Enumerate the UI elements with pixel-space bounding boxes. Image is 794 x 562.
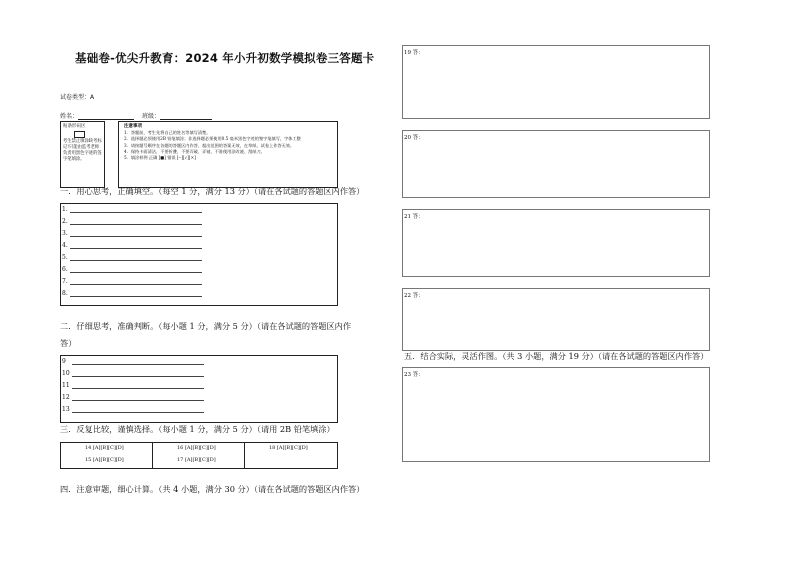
choice-option[interactable]: 18 [A][B][C][D] — [269, 445, 308, 451]
blank-number: 4. — [62, 242, 68, 249]
answer-line[interactable] — [72, 358, 204, 365]
note-item: 5．填涂样例 正确 [■] 错误 [--][√][×] — [124, 155, 196, 161]
section-2-heading-cont: 答） — [60, 338, 77, 348]
barcode-area — [60, 121, 105, 188]
judge-number: 10 — [62, 370, 70, 377]
judge-row[interactable] — [62, 404, 204, 413]
section-2-heading: 二．仔细思考，准确判断。（每小题 1 分，满分 5 分）（请在各试题的答题区内作 — [60, 321, 352, 331]
judge-box — [60, 355, 338, 423]
answer-line[interactable] — [70, 242, 202, 249]
fill-blank-box — [60, 203, 338, 306]
notes-box — [118, 121, 338, 188]
absent-mark-box[interactable] — [74, 131, 85, 138]
notes-items — [124, 130, 301, 161]
blank-row[interactable] — [62, 216, 202, 225]
blank-row[interactable] — [62, 276, 202, 285]
blank-row[interactable] — [62, 204, 202, 213]
section-4-heading: 四．注意审题，细心计算。（共 4 小题，满分 30 分）（请在各试题的答题区内作答） — [60, 484, 365, 494]
answer-line[interactable] — [70, 266, 202, 273]
page-title: 基础卷-优尖升教育：2024 年小升初数学模拟卷三答题卡 — [75, 51, 375, 65]
choice-column — [245, 443, 337, 468]
judge-row[interactable] — [62, 356, 204, 365]
answer-label: 19 答： — [404, 50, 424, 56]
blank-number: 1. — [62, 206, 68, 213]
answer-box-21[interactable] — [402, 209, 710, 277]
judge-number: 9 — [62, 358, 66, 365]
answer-line[interactable] — [70, 230, 202, 237]
choice-grid — [60, 442, 338, 469]
barcode-desc: 考生禁止填涂缺考标记!只能由监考老师负责用黑色字迹的签字笔填涂。 — [63, 139, 102, 162]
answer-line[interactable] — [72, 382, 204, 389]
answer-line[interactable] — [70, 254, 202, 261]
blank-row[interactable] — [62, 288, 202, 297]
blank-number: 8. — [62, 290, 68, 297]
judge-row[interactable] — [62, 380, 204, 389]
choice-option[interactable]: 16 [A][B][C][D] — [177, 445, 216, 451]
answer-box-23[interactable] — [402, 367, 710, 462]
barcode-label: 贴条形码区 — [63, 124, 86, 129]
blank-number: 5. — [62, 254, 68, 261]
answer-line[interactable] — [70, 290, 202, 297]
blank-number: 6. — [62, 266, 68, 273]
name-label: 姓名： — [60, 113, 79, 120]
note-item: 4．保持卡面清洁，不要折叠，不要弄破、弄皱，不准使用涂改液、刮纸刀。 — [124, 148, 265, 154]
answer-label: 23 答： — [404, 372, 424, 378]
blank-row[interactable] — [62, 252, 202, 261]
blank-row[interactable] — [62, 228, 202, 237]
answer-line[interactable] — [70, 206, 202, 213]
answer-line[interactable] — [70, 218, 202, 225]
section-1-heading: 一．用心思考，正确填空。（每空 1 分，满分 13 分）（请在各试题的答题区内作答） — [60, 186, 365, 196]
choice-column — [153, 443, 245, 468]
note-item: 2．选择题必须使用2B 铅笔填涂；非选择题必须使用0.5 毫米黑色字迹的签字笔填写，字体工整 — [124, 136, 301, 142]
blank-number: 2. — [62, 218, 68, 225]
answer-label: 20 答： — [404, 135, 424, 141]
blank-row[interactable] — [62, 264, 202, 273]
section-3-heading: 三．反复比较，谨慎选择。（每小题 1 分，满分 5 分）（请用 2B 铅笔填涂） — [60, 424, 335, 434]
blank-number: 7. — [62, 278, 68, 285]
exam-type: 试卷类型：A — [60, 94, 95, 101]
class-field[interactable] — [160, 112, 212, 120]
answer-line[interactable] — [72, 394, 204, 401]
answer-label: 21 答： — [404, 214, 424, 220]
judge-row[interactable] — [62, 392, 204, 401]
answer-line[interactable] — [70, 278, 202, 285]
class-label: 班级： — [141, 113, 160, 120]
answer-label: 22 答： — [404, 293, 424, 299]
judge-number: 11 — [62, 382, 70, 389]
blank-number: 3. — [62, 230, 68, 237]
judge-row[interactable] — [62, 368, 204, 377]
answer-line[interactable] — [72, 406, 204, 413]
choice-option[interactable]: 15 [A][B][C][D] — [85, 457, 124, 463]
note-item: 3．请按题号顺序在各题的答题区内作答，超出范围的答案无效，在草纸、试卷上作答无效。 — [124, 142, 295, 148]
student-info — [60, 111, 212, 120]
judge-number: 12 — [62, 394, 70, 401]
answer-box-20[interactable] — [402, 130, 710, 198]
name-field[interactable] — [78, 112, 134, 120]
answer-line[interactable] — [72, 370, 204, 377]
choice-option[interactable]: 14 [A][B][C][D] — [85, 445, 124, 451]
judge-number: 13 — [62, 406, 70, 413]
notes-heading: 注意事项 — [124, 124, 142, 129]
blank-row[interactable] — [62, 240, 202, 249]
answer-box-19[interactable] — [402, 45, 710, 119]
note-item: 1．答题前，考生先将自己的姓名等填写清楚。 — [124, 130, 211, 135]
choice-option[interactable]: 17 [A][B][C][D] — [177, 457, 216, 463]
choice-column — [61, 443, 153, 468]
section-5-heading: 五．结合实际，灵活作图。（共 3 小题，满分 19 分）（请在各试题的答题区内作答） — [404, 351, 709, 361]
answer-box-22[interactable] — [402, 288, 710, 351]
